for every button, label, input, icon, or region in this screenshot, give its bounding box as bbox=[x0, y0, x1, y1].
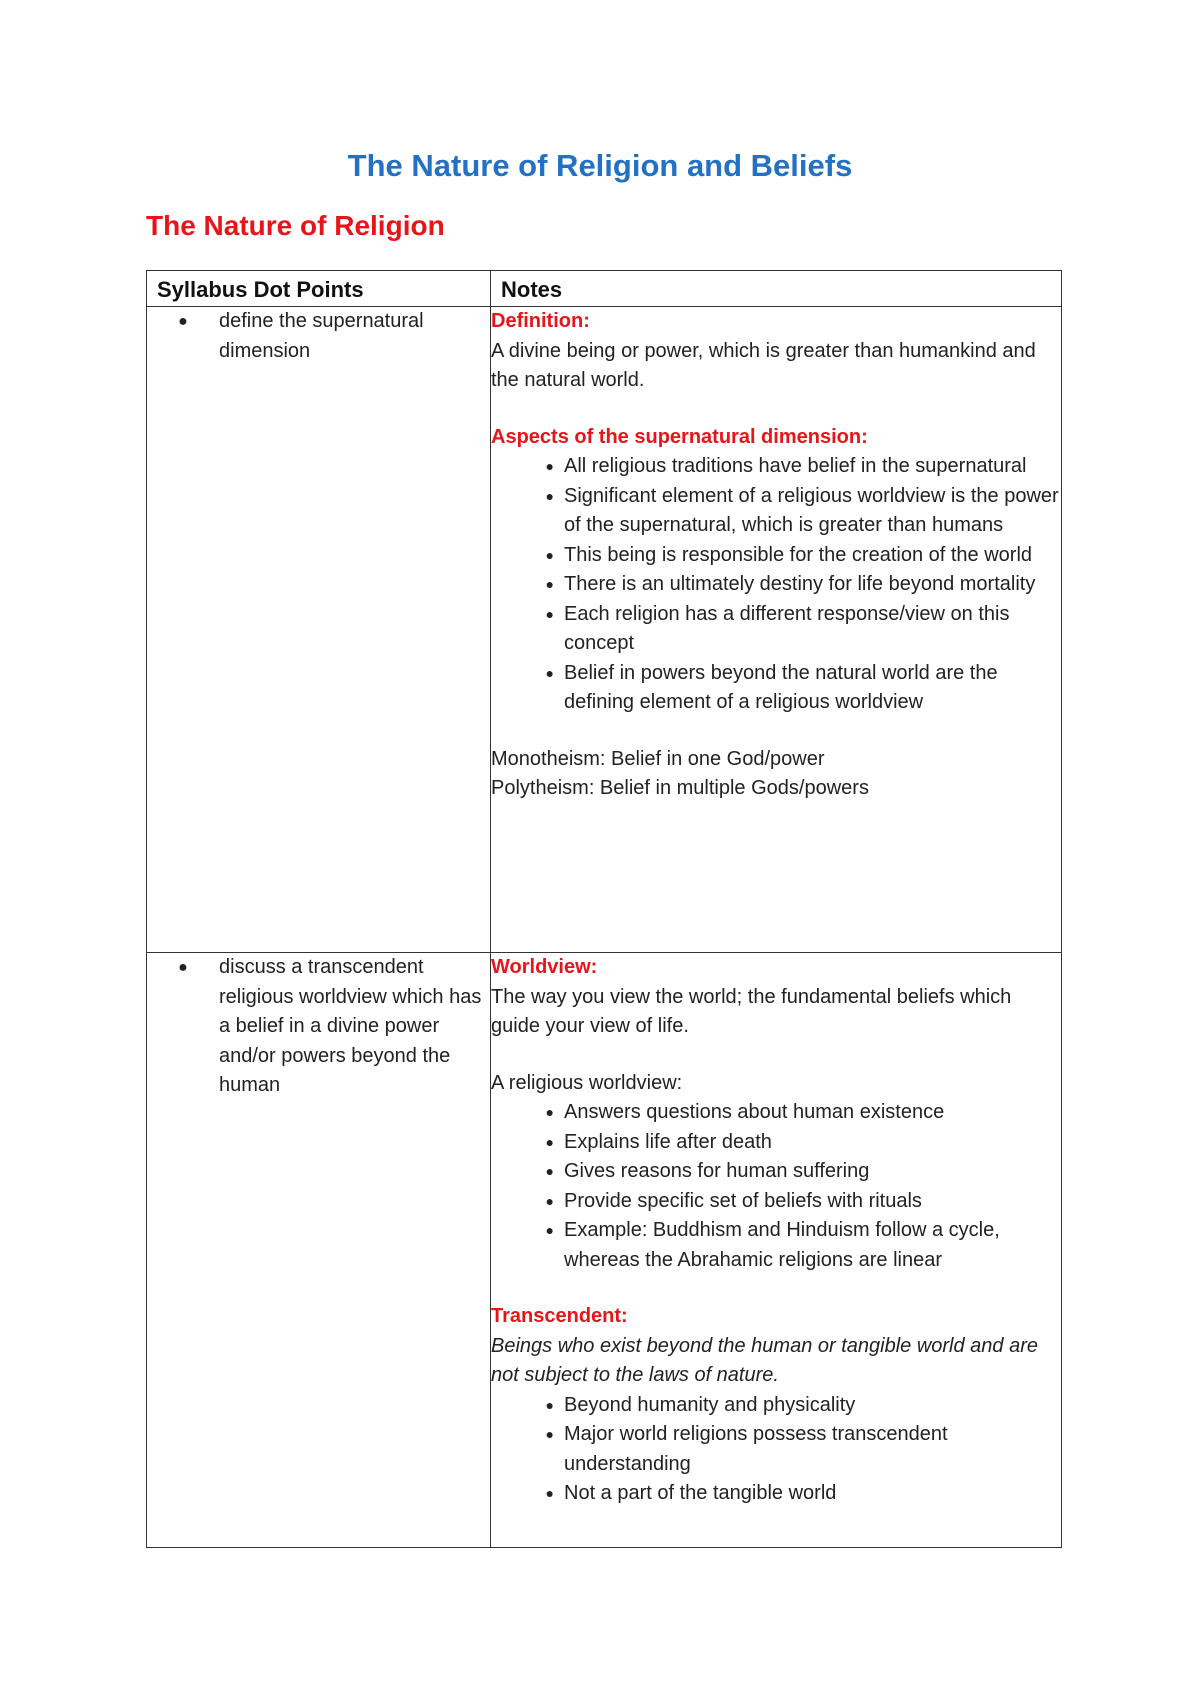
list-item: ● Gives reasons for human suffering bbox=[491, 1157, 1061, 1187]
religious-worldview-list bbox=[491, 1098, 1061, 1275]
table-row bbox=[147, 953, 1062, 1548]
bullet-icon: ● bbox=[545, 1104, 554, 1120]
bullet-icon: ● bbox=[178, 959, 188, 976]
list-item: ● Each religion has a different response/view on this concept bbox=[491, 600, 1061, 659]
definition-heading: Definition: bbox=[491, 310, 590, 332]
list-item: ● All religious traditions have belief in the supernatural bbox=[491, 452, 1061, 482]
bullet-icon: ● bbox=[545, 458, 554, 474]
dot-point-text: define the supernatural dimension bbox=[219, 310, 424, 362]
bullet-icon: ● bbox=[545, 1133, 554, 1150]
bullet-icon: ● bbox=[545, 1426, 554, 1442]
syllabus-cell bbox=[147, 307, 491, 953]
bullet-icon: ● bbox=[545, 487, 554, 504]
table-header-row bbox=[147, 271, 1062, 307]
bullet-icon: ● bbox=[545, 1485, 554, 1501]
bullet-icon: ● bbox=[178, 313, 188, 330]
religious-worldview-intro: A religious worldview: bbox=[491, 1071, 683, 1094]
monotheism-text: Monotheism: Belief in one God/power bbox=[491, 747, 825, 770]
list-item: ● Belief in powers beyond the natural world are the defining element of a religious worldview bbox=[491, 659, 1061, 718]
worldview-text: The way you view the world; the fundamental beliefs which guide your view of life. bbox=[491, 985, 1012, 1037]
transcendent-heading: Transcendent: bbox=[491, 1305, 628, 1327]
list-item: ● Not a part of the tangible world bbox=[491, 1479, 1061, 1509]
syllabus-cell bbox=[147, 953, 491, 1548]
syllabus-dot-point bbox=[147, 307, 490, 366]
definition-text: A divine being or power, which is greater than humankind and the natural world. bbox=[491, 339, 1036, 391]
bullet-icon: ● bbox=[545, 1163, 554, 1179]
notes-table bbox=[146, 270, 1062, 1548]
bullet-icon: ● bbox=[545, 546, 554, 563]
transcendent-list bbox=[491, 1391, 1061, 1509]
page-title: The Nature of Religion and Beliefs bbox=[347, 148, 853, 183]
list-item: ● Significant element of a religious worldview is the power of the supernatural, which is greater than humans bbox=[491, 482, 1061, 541]
bullet-icon: ● bbox=[545, 605, 554, 622]
list-item: ● Example: Buddhism and Hinduism follow a cycle, whereas the Abrahamic religions are linear bbox=[491, 1216, 1061, 1275]
list-item: ● Answers questions about human existence bbox=[491, 1098, 1061, 1128]
list-item: ● Major world religions possess transcendent understanding bbox=[491, 1420, 1061, 1479]
list-item: ● Beyond humanity and physicality bbox=[491, 1391, 1061, 1421]
notes-cell bbox=[491, 307, 1062, 953]
worldview-heading: Worldview: bbox=[491, 956, 598, 978]
section-title: The Nature of Religion bbox=[146, 210, 445, 241]
aspects-list bbox=[491, 452, 1061, 718]
header-syllabus-dot-points: Syllabus Dot Points bbox=[147, 271, 491, 307]
list-item: ● Explains life after death bbox=[491, 1128, 1061, 1158]
bullet-icon: ● bbox=[545, 576, 554, 592]
transcendent-text: Beings who exist beyond the human or tangible world and are not subject to the laws of nature. bbox=[491, 1334, 1039, 1386]
notes-cell bbox=[491, 953, 1062, 1548]
aspects-heading: Aspects of the supernatural dimension: bbox=[491, 425, 868, 448]
syllabus-dot-point bbox=[147, 953, 490, 1101]
table-row bbox=[147, 307, 1062, 953]
header-notes: Notes bbox=[491, 271, 1062, 307]
list-item: ● Provide specific set of beliefs with rituals bbox=[491, 1187, 1061, 1217]
bullet-icon: ● bbox=[545, 664, 554, 681]
bullet-icon: ● bbox=[545, 1192, 554, 1209]
dot-point-text: discuss a transcendent religious worldview which has a belief in a divine power and/or powers beyond the human bbox=[219, 956, 482, 1096]
list-item: ● This being is responsible for the creation of the world bbox=[491, 541, 1061, 571]
list-item: ● There is an ultimately destiny for life beyond mortality bbox=[491, 570, 1061, 600]
polytheism-text: Polytheism: Belief in multiple Gods/powers bbox=[491, 777, 869, 799]
bullet-icon: ● bbox=[545, 1222, 554, 1238]
bullet-icon: ● bbox=[545, 1396, 554, 1413]
